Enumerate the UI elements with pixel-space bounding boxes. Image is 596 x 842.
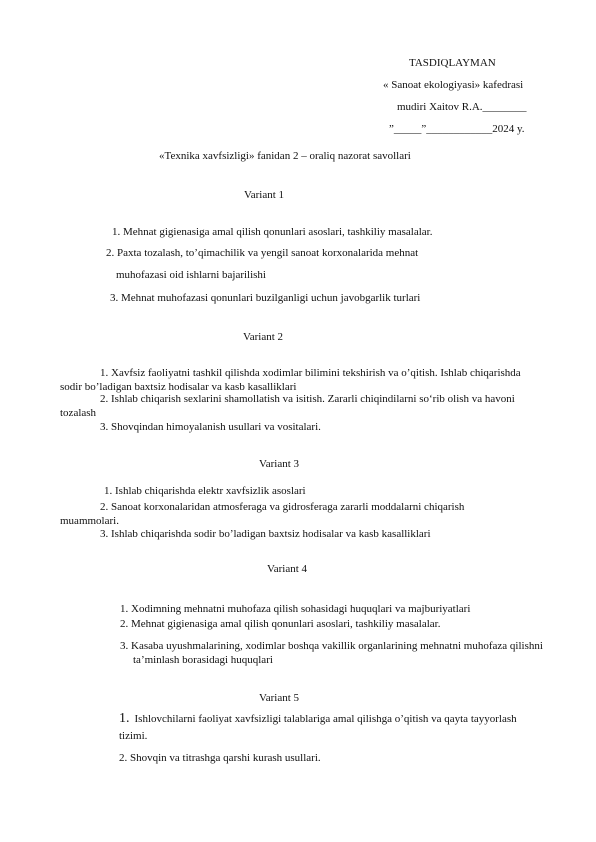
question-item: 1. Ishlab chiqarishda elektr xavfsizlik asoslari (104, 485, 306, 497)
approval-head: mudiri Xaitov R.A.________ (397, 101, 527, 113)
question-item: 2. Mehnat gigienasiga amal qilish qonunlari asoslari, tashkiliy masalalar. (120, 618, 441, 630)
question-item: 3. Ishlab chiqarishda sodir bo’ladigan baxtsiz hodisalar va kasb kasalliklari (100, 528, 431, 540)
variant-heading: Variant 5 (259, 692, 300, 704)
question-item: 2. Paxta tozalash, to’qimachilik va yengil sanoat korxonalarida mehnat (106, 247, 419, 259)
variant-heading: Variant 2 (243, 331, 284, 343)
question-item: 2. Sanoat korxonalaridan atmosferaga va gidrosferaga zararli moddalarni chiqarish muammolari. (60, 501, 465, 527)
document-title: «Texnika xavfsizligi» fanidan 2 – oraliq nazorat savollari (159, 150, 411, 162)
question-item: 1. Mehnat gigienasiga amal qilish qonunlari asoslari, tashkiliy masalalar. (112, 226, 433, 238)
question-number: 1. (119, 711, 130, 726)
question-item: 2. Ishlab chiqarish sexlarini shamollatish va isitish. Zararli chiqindilarni so‘rib olish va havoni tozalash (60, 393, 515, 419)
question-item: 3. Shovqindan himoyalanish usullari va vositalari. (100, 421, 321, 433)
approval-date: ”_____”____________2024 y. (389, 123, 525, 135)
question-item: 3. Mehnat muhofazasi qonunlari buzilganligi uchun javobgarlik turlari (110, 292, 421, 304)
question-item: muhofazasi oid ishlarni bajarilishi (116, 269, 266, 281)
question-item: 2. Shovqin va titrashga qarshi kurash usullari. (119, 752, 321, 764)
variant-heading: Variant 4 (267, 563, 308, 575)
variant-heading: Variant 3 (259, 458, 300, 470)
approval-title: TASDIQLAYMAN (409, 57, 496, 69)
question-item: 1. Ishlovchilarni faoliyat xavfsizligi talablariga amal qilishga o’qitish va qayta tayyorlash tizimi. (119, 711, 517, 743)
approval-department: « Sanoat ekologiyasi» kafedrasi (383, 79, 524, 91)
question-item: 1. Xavfsiz faoliyatni tashkil qilishda xodimlar bilimini tekshirish va o’qitish. Ishlab chiqarishda sodir bo’ladigan baxtsiz hodisalar va kasb kasalliklari (60, 367, 521, 393)
variant-heading: Variant 1 (244, 189, 285, 201)
question-item: 3. Kasaba uyushmalarining, xodimlar boshqa vakillik organlarining mehnatni muhofaza qilishni ta’minlash borasidagi huquqlari (120, 640, 543, 666)
question-item: 1. Xodimning mehnatni muhofaza qilish sohasidagi huquqlari va majburiyatlari (120, 603, 471, 615)
